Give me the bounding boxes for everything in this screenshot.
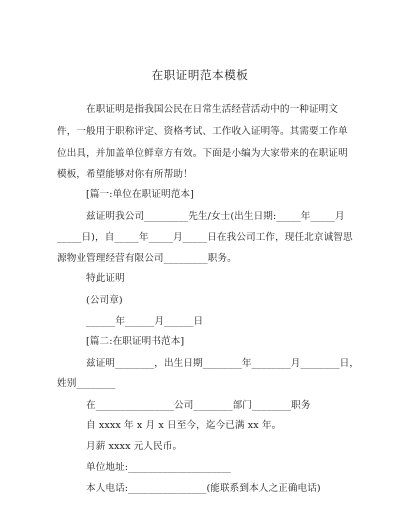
document-title: 在职证明范本模板: [151, 68, 249, 82]
date-line: ______年______月______日: [86, 316, 204, 327]
section-two-line-5: 月薪 xxxx 元人民币。: [86, 441, 183, 452]
intro-line-1: 在职证明是指我国公民在日常生活经营活动中的一种证明文: [86, 104, 339, 115]
section-two-line-2: 姓别________: [57, 378, 116, 389]
intro-line-3: 位出具，并加盖单位鲜章方有效。下面是小编为大家带来的在职证明: [57, 148, 348, 159]
section-two-line-4: 自 xxxx 年 x 月 x 日至今，迄今已满 xx 年。: [86, 420, 282, 431]
section-one-heading: [篇一:单位在职证明范本]: [86, 189, 194, 200]
intro-line-4: 模板，希望能够对你有所帮助！: [57, 169, 193, 180]
company-seal: (公司章): [86, 295, 123, 306]
section-one-line-2: _____日)，自_____年_____月_____日在我公司工作，现任北京诚智思: [57, 232, 353, 243]
section-two-line-3: 在________________公司________部门________职务: [86, 400, 311, 411]
intro-line-2: 件，一般用于职称评定、资格考试、工作收入证明等。其需要工作单: [57, 126, 348, 137]
section-one-line-1: 兹证明我公司_________先生/女士(出生日期:_____年_____月: [86, 211, 345, 222]
unit-address-line: 单位地址:_____________________: [86, 462, 231, 473]
hereby-certify: 特此证明: [86, 273, 125, 284]
section-one-line-3: 源物业管理经营有限公司_________职务。: [57, 253, 237, 264]
personal-phone-line: 本人电话:________________(能联系到本人之正确电话): [86, 483, 321, 494]
section-two-line-1: 兹证明________，出生日期________年________月________日，: [86, 358, 360, 369]
section-two-heading: [篇二:在职证明书范本]: [86, 336, 185, 347]
